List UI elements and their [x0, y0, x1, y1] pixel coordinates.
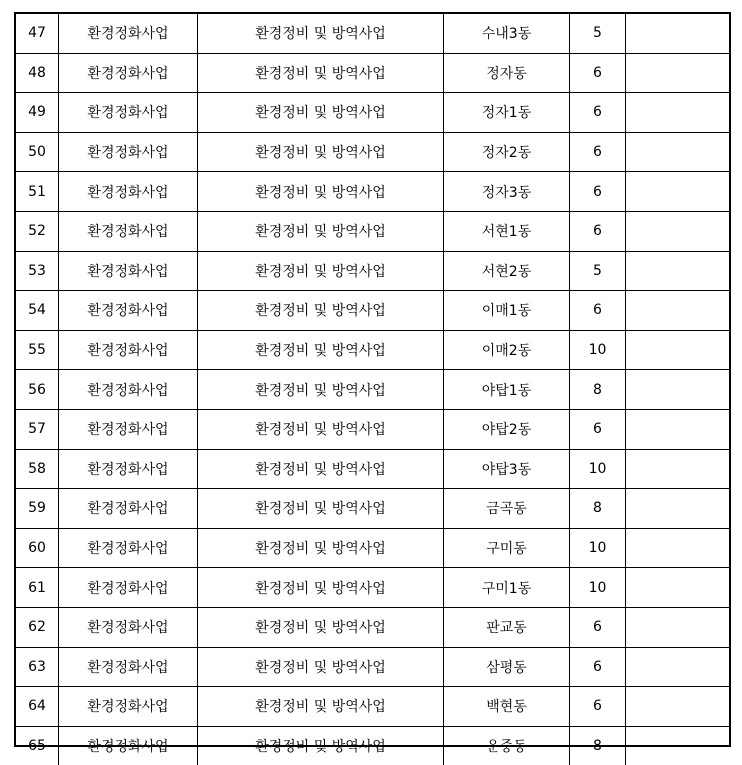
row-number-cell: 53 [16, 251, 59, 291]
business-name-cell: 환경정화사업 [59, 291, 198, 331]
count-cell: 6 [570, 291, 626, 331]
row-number-cell: 63 [16, 647, 59, 687]
table-row [16, 370, 729, 410]
sub-business-cell: 환경정비 및 방역사업 [198, 647, 444, 687]
count-cell: 6 [570, 409, 626, 449]
dong-name-cell: 수내3동 [444, 14, 570, 53]
note-cell [626, 647, 730, 687]
count-cell: 6 [570, 607, 626, 647]
table-row [16, 14, 729, 53]
table-row [16, 687, 729, 727]
note-cell [626, 528, 730, 568]
dong-name-cell: 삼평동 [444, 647, 570, 687]
note-cell [626, 132, 730, 172]
table-row [16, 93, 729, 133]
note-cell [626, 93, 730, 133]
note-cell [626, 211, 730, 251]
count-cell: 8 [570, 370, 626, 410]
business-table [16, 14, 729, 765]
count-cell: 8 [570, 726, 626, 765]
row-number-cell: 51 [16, 172, 59, 212]
note-cell [626, 687, 730, 727]
business-name-cell: 환경정화사업 [59, 172, 198, 212]
business-name-cell: 환경정화사업 [59, 14, 198, 53]
dong-name-cell: 정자2동 [444, 132, 570, 172]
dong-name-cell: 이매2동 [444, 330, 570, 370]
dong-name-cell: 야탑3동 [444, 449, 570, 489]
row-number-cell: 48 [16, 53, 59, 93]
note-cell [626, 726, 730, 765]
sub-business-cell: 환경정비 및 방역사업 [198, 291, 444, 331]
business-name-cell: 환경정화사업 [59, 449, 198, 489]
sub-business-cell: 환경정비 및 방역사업 [198, 528, 444, 568]
dong-name-cell: 서현1동 [444, 211, 570, 251]
row-number-cell: 57 [16, 409, 59, 449]
business-name-cell: 환경정화사업 [59, 251, 198, 291]
row-number-cell: 59 [16, 489, 59, 529]
table-row [16, 726, 729, 765]
count-cell: 6 [570, 53, 626, 93]
sub-business-cell: 환경정비 및 방역사업 [198, 409, 444, 449]
sub-business-cell: 환경정비 및 방역사업 [198, 211, 444, 251]
count-cell: 6 [570, 93, 626, 133]
dong-name-cell: 정자동 [444, 53, 570, 93]
count-cell: 10 [570, 568, 626, 608]
dong-name-cell: 구미동 [444, 528, 570, 568]
table-row [16, 53, 729, 93]
business-name-cell: 환경정화사업 [59, 330, 198, 370]
sub-business-cell: 환경정비 및 방역사업 [198, 370, 444, 410]
business-name-cell: 환경정화사업 [59, 370, 198, 410]
dong-name-cell: 구미1동 [444, 568, 570, 608]
table-row [16, 251, 729, 291]
business-name-cell: 환경정화사업 [59, 607, 198, 647]
count-cell: 8 [570, 489, 626, 529]
note-cell [626, 370, 730, 410]
note-cell [626, 568, 730, 608]
row-number-cell: 55 [16, 330, 59, 370]
dong-name-cell: 이매1동 [444, 291, 570, 331]
row-number-cell: 65 [16, 726, 59, 765]
sub-business-cell: 환경정비 및 방역사업 [198, 687, 444, 727]
dong-name-cell: 야탑1동 [444, 370, 570, 410]
table-row [16, 291, 729, 331]
note-cell [626, 607, 730, 647]
row-number-cell: 56 [16, 370, 59, 410]
sub-business-cell: 환경정비 및 방역사업 [198, 172, 444, 212]
count-cell: 6 [570, 211, 626, 251]
sub-business-cell: 환경정비 및 방역사업 [198, 93, 444, 133]
business-name-cell: 환경정화사업 [59, 93, 198, 133]
data-table-container [14, 12, 731, 755]
note-cell [626, 14, 730, 53]
table-row [16, 607, 729, 647]
business-name-cell: 환경정화사업 [59, 53, 198, 93]
dong-name-cell: 판교동 [444, 607, 570, 647]
business-name-cell: 환경정화사업 [59, 132, 198, 172]
dong-name-cell: 정자3동 [444, 172, 570, 212]
row-number-cell: 62 [16, 607, 59, 647]
table-row [16, 211, 729, 251]
dong-name-cell: 정자1동 [444, 93, 570, 133]
sub-business-cell: 환경정비 및 방역사업 [198, 132, 444, 172]
row-number-cell: 52 [16, 211, 59, 251]
dong-name-cell: 운중동 [444, 726, 570, 765]
count-cell: 5 [570, 251, 626, 291]
note-cell [626, 330, 730, 370]
business-name-cell: 환경정화사업 [59, 528, 198, 568]
row-number-cell: 58 [16, 449, 59, 489]
business-name-cell: 환경정화사업 [59, 647, 198, 687]
note-cell [626, 489, 730, 529]
sub-business-cell: 환경정비 및 방역사업 [198, 330, 444, 370]
sub-business-cell: 환경정비 및 방역사업 [198, 568, 444, 608]
count-cell: 6 [570, 172, 626, 212]
dong-name-cell: 서현2동 [444, 251, 570, 291]
row-number-cell: 50 [16, 132, 59, 172]
row-number-cell: 64 [16, 687, 59, 727]
row-number-cell: 54 [16, 291, 59, 331]
dong-name-cell: 금곡동 [444, 489, 570, 529]
note-cell [626, 409, 730, 449]
sub-business-cell: 환경정비 및 방역사업 [198, 53, 444, 93]
note-cell [626, 53, 730, 93]
sub-business-cell: 환경정비 및 방역사업 [198, 251, 444, 291]
sub-business-cell: 환경정비 및 방역사업 [198, 607, 444, 647]
table-row [16, 330, 729, 370]
count-cell: 6 [570, 687, 626, 727]
business-name-cell: 환경정화사업 [59, 687, 198, 727]
note-cell [626, 172, 730, 212]
sub-business-cell: 환경정비 및 방역사업 [198, 14, 444, 53]
count-cell: 5 [570, 14, 626, 53]
table-row [16, 568, 729, 608]
business-name-cell: 환경정화사업 [59, 409, 198, 449]
count-cell: 10 [570, 330, 626, 370]
table-row [16, 647, 729, 687]
table-row [16, 132, 729, 172]
note-cell [626, 251, 730, 291]
sub-business-cell: 환경정비 및 방역사업 [198, 489, 444, 529]
table-row [16, 172, 729, 212]
row-number-cell: 60 [16, 528, 59, 568]
count-cell: 10 [570, 528, 626, 568]
table-row [16, 409, 729, 449]
table-row [16, 528, 729, 568]
business-name-cell: 환경정화사업 [59, 211, 198, 251]
table-body [16, 14, 729, 765]
business-name-cell: 환경정화사업 [59, 568, 198, 608]
business-name-cell: 환경정화사업 [59, 726, 198, 765]
row-number-cell: 49 [16, 93, 59, 133]
row-number-cell: 47 [16, 14, 59, 53]
dong-name-cell: 백현동 [444, 687, 570, 727]
dong-name-cell: 야탑2동 [444, 409, 570, 449]
table-row [16, 489, 729, 529]
count-cell: 6 [570, 647, 626, 687]
note-cell [626, 449, 730, 489]
sub-business-cell: 환경정비 및 방역사업 [198, 726, 444, 765]
count-cell: 10 [570, 449, 626, 489]
business-name-cell: 환경정화사업 [59, 489, 198, 529]
count-cell: 6 [570, 132, 626, 172]
row-number-cell: 61 [16, 568, 59, 608]
table-row [16, 449, 729, 489]
note-cell [626, 291, 730, 331]
sub-business-cell: 환경정비 및 방역사업 [198, 449, 444, 489]
